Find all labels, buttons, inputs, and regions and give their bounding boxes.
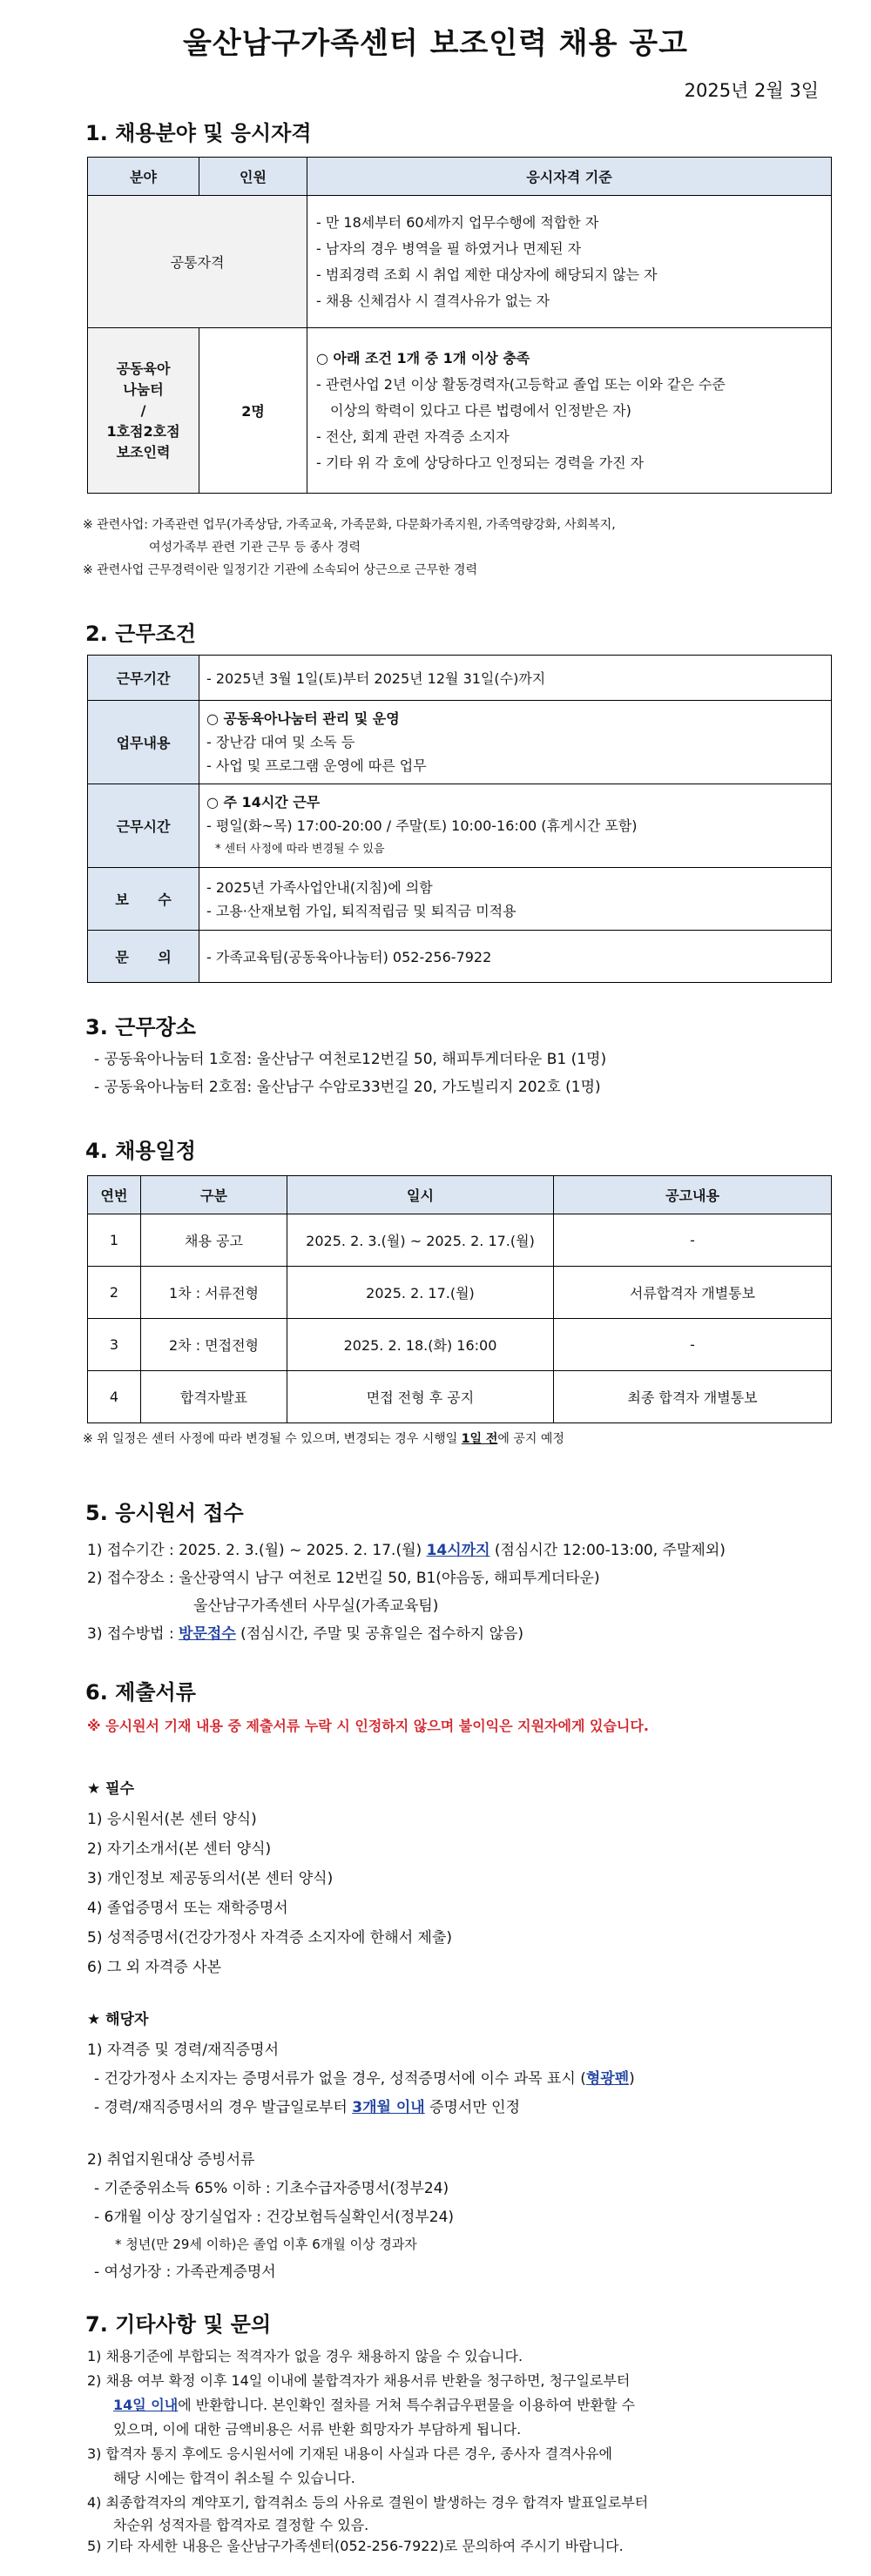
cell: 2차 : 면접전형: [141, 1319, 287, 1371]
conditions-table: [87, 655, 832, 983]
cond-label-hours: 근무시간: [88, 784, 199, 868]
cell: 4: [88, 1371, 141, 1423]
common-item: - 남자의 경우 병역을 필 하였거나 면제된 자: [316, 239, 582, 257]
optional-subitem: - 기준중위소득 65% 이하 : 기초수급자증명서(정부24): [94, 2180, 449, 2197]
cond-label-duty: 업무내용: [88, 701, 199, 784]
receipt-method: [87, 1621, 523, 1647]
field-name: [88, 328, 199, 494]
section-2-heading: 2. 근무조건: [85, 622, 196, 646]
schedule-note: [83, 1428, 564, 1450]
required-item: 5) 성적증명서(건강가정사 자격증 소지자에 한해서 제출): [87, 1929, 453, 1947]
col-criteria: 응시자격 기준: [307, 158, 832, 196]
col-field: 분야: [88, 158, 199, 196]
cell: 최종 합격자 개별통보: [554, 1371, 832, 1423]
schedule-row: [88, 1319, 832, 1371]
cond-value-hours: [199, 784, 832, 868]
workplace-line: - 공동육아나눔터 1호점: 울산남구 여천로12번길 50, 해피투게더타운 B1 (1명): [94, 1051, 607, 1068]
announcement-date: 2025년 2월 3일: [684, 80, 819, 101]
duty-line: - 장난감 대여 및 소독 등: [206, 734, 355, 750]
cell: -: [554, 1319, 832, 1371]
optional-subitem: [94, 2066, 635, 2092]
field-line: 공동육아: [116, 360, 171, 377]
schedule-row: [88, 1267, 832, 1319]
cell: 2025. 2. 3.(월) ~ 2025. 2. 17.(월): [287, 1214, 554, 1267]
deadline-emphasis: 14시까지: [426, 1542, 490, 1559]
required-item: 1) 응시원서(본 센터 양식): [87, 1811, 257, 1828]
hours-line: * 센터 사정에 따라 변경될 수 있음: [215, 843, 385, 856]
duty-line: ○ 공동육아나눔터 관리 및 운영: [206, 710, 400, 727]
section-1-notes: [83, 514, 616, 582]
col-datetime: 일시: [287, 1176, 554, 1214]
common-item: - 만 18세부터 60세까지 업무수행에 적합한 자: [316, 213, 599, 231]
other-item: 3) 합격자 통지 후에도 응시원서에 기재된 내용이 사실과 다른 경우, 종사자 결격사유에: [87, 2445, 612, 2462]
text: 3) 접수방법 :: [87, 1625, 179, 1643]
other-item-cont: 해당 시에는 합격이 취소될 수 있습니다.: [113, 2470, 355, 2486]
section-6-heading: 6. 제출서류: [85, 1680, 196, 1705]
cell: 2025. 2. 18.(화) 16:00: [287, 1319, 554, 1371]
receipt-place-office: 울산남구가족센터 사무실(가족교육팀): [193, 1597, 439, 1615]
field-line: 1호점2호점: [106, 422, 180, 440]
section-7-heading: 7. 기타사항 및 문의: [85, 2312, 272, 2337]
section-3-heading: 3. 근무장소: [85, 1015, 196, 1039]
cell: 1차 : 서류전형: [141, 1267, 287, 1319]
text: (점심시간, 주말 및 공휴일은 접수하지 않음): [235, 1625, 524, 1643]
cond-value-period: - 2025년 3월 1일(토)부터 2025년 12월 31일(수)까지: [199, 656, 832, 701]
cond-item: 이상의 학력이 있다고 다른 법령에서 인정받은 자): [330, 401, 631, 419]
field-line: 나눔터: [123, 380, 164, 398]
text: 에 반환합니다. 본인확인 절차를 거쳐 특수취급우편물을 이용하여 반환할 수: [178, 2397, 636, 2413]
field-line: 보조인력: [116, 443, 171, 461]
hours-line: ○ 주 14시간 근무: [206, 794, 321, 810]
common-label: 공통자격: [88, 196, 307, 328]
other-item: 4) 최종합격자의 계약포기, 합격취소 등의 사유로 결원이 발생하는 경우 합격자 발표일로부터: [87, 2494, 649, 2511]
field-criteria: [307, 328, 832, 494]
note-line: 여성가족부 관련 기관 근무 등 종사 경력: [149, 541, 361, 555]
fourteen-days-emphasis: 14일 이내: [113, 2397, 179, 2413]
text: - 건강가정사 소지자는 증명서류가 없을 경우, 성적증명서에 이수 과목 표시 (: [94, 2070, 586, 2088]
optional-item: 1) 자격증 및 경력/재직증명서: [87, 2041, 280, 2059]
common-item: - 채용 신체검사 시 결격사유가 없는 자: [316, 292, 550, 309]
cond-item: - 기타 위 각 호에 상당하다고 인정되는 경력을 가진 자: [316, 454, 645, 471]
other-item-cont: 차순위 성적자를 합격자로 결정할 수 있음.: [113, 2517, 369, 2533]
required-item: 6) 그 외 자격증 사본: [87, 1959, 222, 1976]
cell: 3: [88, 1319, 141, 1371]
cell: 면접 전형 후 공지: [287, 1371, 554, 1423]
optional-heading: ★ 해당자: [87, 2011, 149, 2028]
col-type: 구분: [141, 1176, 287, 1214]
cond-label-contact: 문 의: [88, 931, 199, 983]
cell: 1: [88, 1214, 141, 1267]
cond-label-period: 근무기간: [88, 656, 199, 701]
text: (점심시간 12:00-13:00, 주말제외): [490, 1542, 726, 1559]
qualification-table: [87, 157, 832, 494]
method-emphasis: 방문접수: [179, 1625, 236, 1643]
cell: 합격자발표: [141, 1371, 287, 1423]
cell: 2025. 2. 17.(월): [287, 1267, 554, 1319]
cond-head: ○ 아래 조건 1개 중 1개 이상 충족: [316, 349, 530, 367]
note-emphasis: 1일 전: [461, 1432, 498, 1446]
cond-value-duty: [199, 701, 832, 784]
col-count: 인원: [199, 158, 307, 196]
pay-line: - 고용·산재보험 가입, 퇴직적립금 및 퇴직금 미적용: [206, 902, 517, 919]
optional-item: 2) 취업지원대상 증빙서류: [87, 2151, 255, 2169]
schedule-table: [87, 1175, 832, 1423]
other-item-cont: [113, 2394, 635, 2417]
headcount: 2명: [199, 328, 307, 494]
optional-subitem: [94, 2095, 520, 2121]
hours-line: - 평일(화~목) 17:00-20:00 / 주말(토) 10:00-16:00 (휴게시간 포함): [206, 817, 638, 834]
col-no: 연번: [88, 1176, 141, 1214]
text: - 경력/재직증명서의 경우 발급일로부터: [94, 2099, 353, 2116]
workplace-line: - 공동육아나눔터 2호점: 울산남구 수암로33번길 20, 가도빌리지 202호 (1명): [94, 1079, 601, 1096]
note-text: ※ 위 일정은 센터 사정에 따라 변경될 수 있으며, 변경되는 경우 시행일: [83, 1432, 462, 1446]
text: 1) 접수기간 : 2025. 2. 3.(월) ~ 2025. 2. 17.(월): [87, 1542, 427, 1559]
pay-line: - 2025년 가족사업안내(지침)에 의함: [206, 878, 433, 896]
optional-subitem: * 청년(만 29세 이하)은 졸업 이후 6개월 이상 경과자: [115, 2236, 417, 2252]
cond-label-pay: 보 수: [88, 868, 199, 931]
other-item: 1) 채용기준에 부합되는 적격자가 없을 경우 채용하지 않을 수 있습니다.: [87, 2348, 523, 2364]
page-title: 울산남구가족센터 보조인력 채용 공고: [182, 26, 688, 61]
documents-warning: ※ 응시원서 기재 내용 중 제출서류 누락 시 인정하지 않으며 불이익은 지원자에게 있습니다.: [87, 1718, 649, 1734]
section-1-heading: 1. 채용분야 및 응시자격: [85, 121, 312, 145]
col-notice: 공고내용: [554, 1176, 832, 1214]
note-line: ※ 관련사업 근무경력이란 일정기간 기관에 소속되어 상근으로 근무한 경력: [83, 563, 478, 577]
text: ): [629, 2070, 635, 2088]
required-heading: ★ 필수: [87, 1780, 135, 1798]
three-months-emphasis: 3개월 이내: [352, 2099, 425, 2116]
cond-item: - 관련사업 2년 이상 활동경력자(고등학교 졸업 또는 이와 같은 수준: [316, 375, 726, 393]
optional-subitem: - 여성가장 : 가족관계증명서: [94, 2263, 276, 2281]
receipt-place: 2) 접수장소 : 울산광역시 남구 여천로 12번길 50, B1(야음동, 해피투게더타운): [87, 1570, 600, 1587]
cell: 서류합격자 개별통보: [554, 1267, 832, 1319]
common-item: - 범죄경력 조회 시 취업 제한 대상자에 해당되지 않는 자: [316, 266, 658, 283]
text: 증명서만 인정: [424, 2099, 521, 2116]
cond-value-contact: - 가족교육팀(공동육아나눔터) 052-256-7922: [199, 931, 832, 983]
common-criteria: [307, 196, 832, 328]
highlighter-emphasis: 형광펜: [585, 2070, 630, 2088]
required-item: 4) 졸업증명서 또는 재학증명서: [87, 1900, 288, 1917]
field-line: /: [140, 401, 146, 419]
required-item: 3) 개인정보 제공동의서(본 센터 양식): [87, 1870, 334, 1887]
cell: 2: [88, 1267, 141, 1319]
cond-value-pay: [199, 868, 832, 931]
receipt-period: [87, 1537, 726, 1564]
optional-subitem: - 6개월 이상 장기실업자 : 건강보험득실확인서(정부24): [94, 2209, 455, 2226]
schedule-row: [88, 1214, 832, 1267]
note-text: 에 공지 예정: [497, 1432, 564, 1446]
required-item: 2) 자기소개서(본 센터 양식): [87, 1840, 272, 1858]
schedule-row: [88, 1371, 832, 1423]
cond-item: - 전산, 회계 관련 자격증 소지자: [316, 427, 510, 445]
other-item-cont: 있으며, 이에 대한 금액비용은 서류 반환 희망자가 부담하게 됩니다.: [113, 2421, 522, 2438]
cell: -: [554, 1214, 832, 1267]
cell: 채용 공고: [141, 1214, 287, 1267]
section-4-heading: 4. 채용일정: [85, 1139, 196, 1163]
other-item: 2) 채용 여부 확정 이후 14일 이내에 불합격자가 채용서류 반환을 청구하면, 청구일로부터: [87, 2372, 631, 2389]
other-item: 5) 기타 자세한 내용은 울산남구가족센터(052-256-7922)로 문의하여 주시기 바랍니다.: [87, 2538, 624, 2554]
duty-line: - 사업 및 프로그램 운영에 따른 업무: [206, 757, 427, 774]
section-5-heading: 5. 응시원서 접수: [85, 1501, 244, 1525]
note-line: ※ 관련사업: 가족관련 업무(가족상담, 가족교육, 가족문화, 다문화가족지원, 가족역량강화, 사회복지,: [83, 518, 616, 532]
